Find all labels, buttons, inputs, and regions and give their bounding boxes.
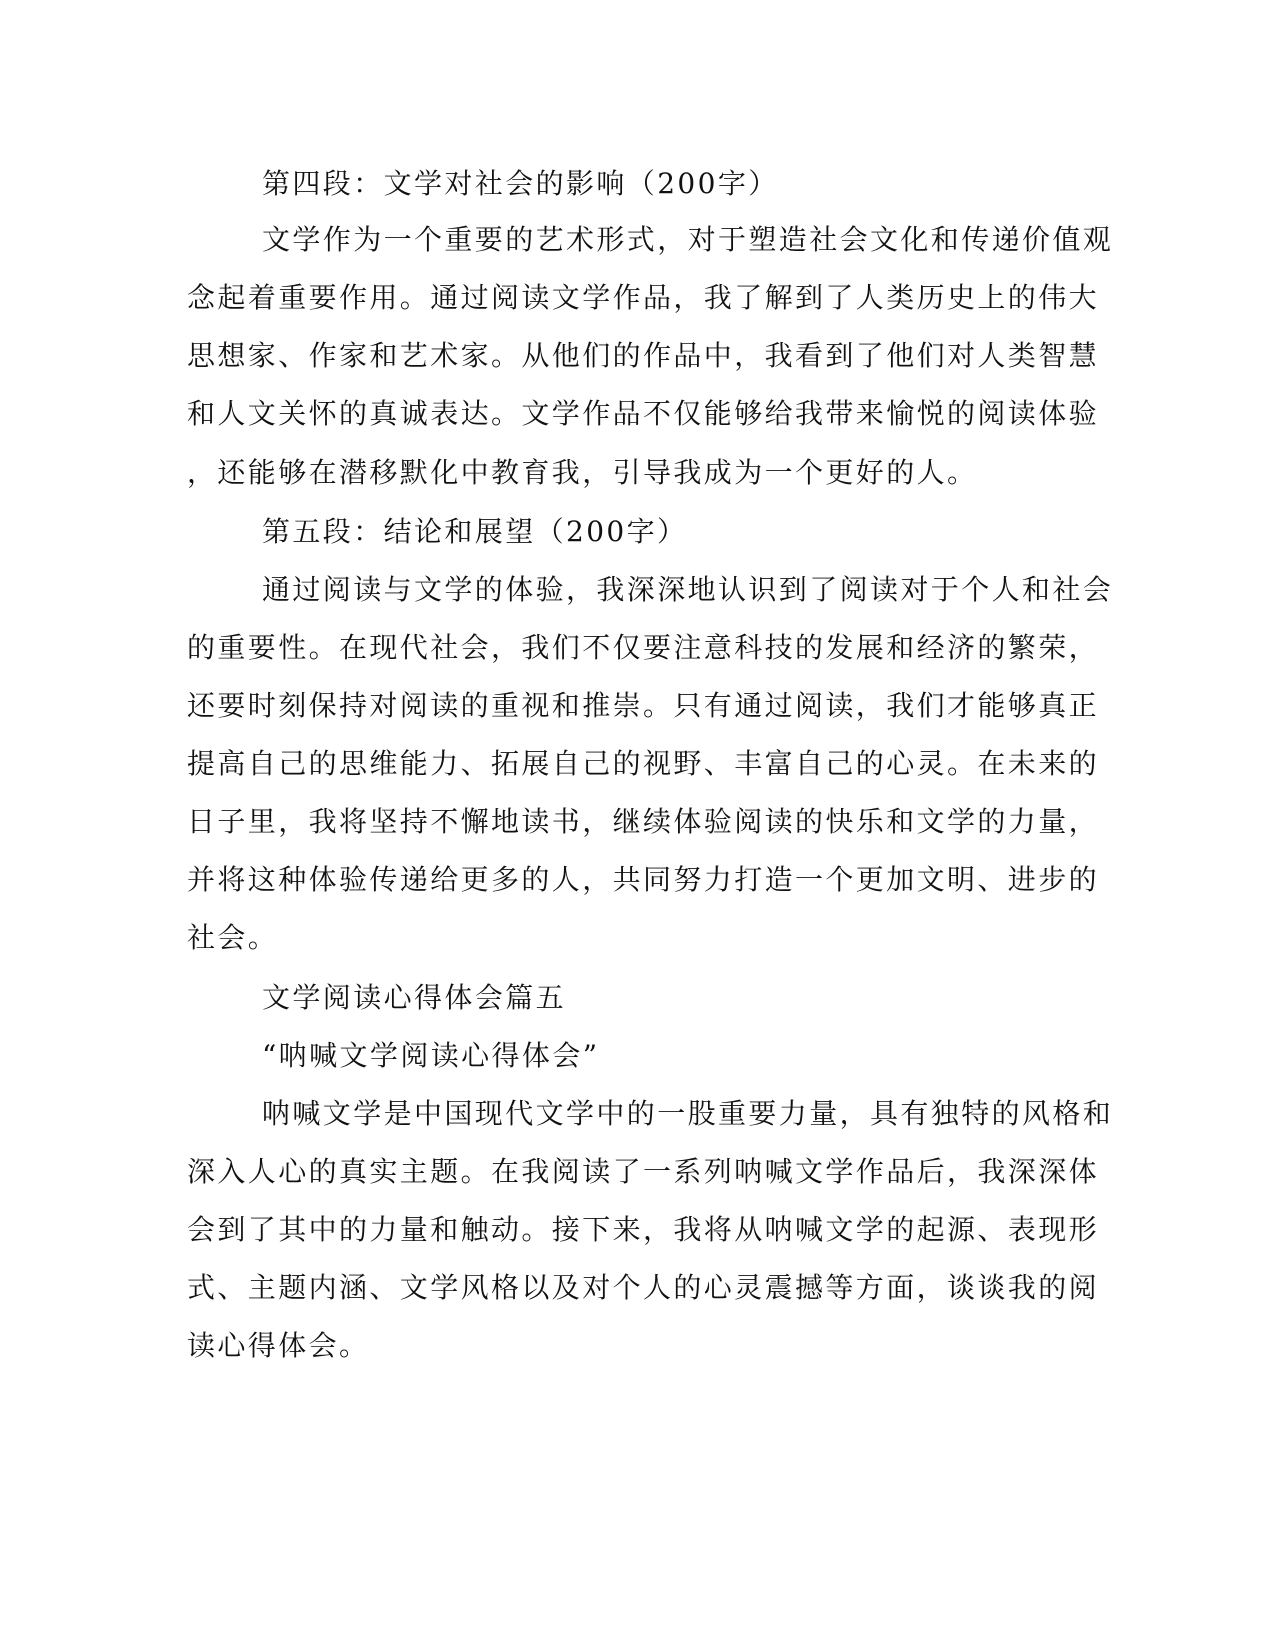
paragraph-line: 并将这种体验传递给更多的人，共同努力打造一个更加文明、进步的 [187,863,1100,896]
paragraph-line: 日子里，我将坚持不懈地读书，继续体验阅读的快乐和文学的力量， [187,805,1100,838]
paragraph-line: 读心得体会。 [187,1329,370,1362]
paragraph-line: 呐喊文学是中国现代文学中的一股重要力量，具有独特的风格和 [262,1097,1114,1130]
paragraph-line: 文学作为一个重要的艺术形式，对于塑造社会文化和传递价值观 [262,223,1114,256]
paragraph-line: 的重要性。在现代社会，我们不仅要注意科技的发展和经济的繁荣， [187,631,1100,664]
article-subtitle: “呐喊文学阅读心得体会” [262,1039,600,1072]
paragraph-line: 念起着重要作用。通过阅读文学作品，我了解到了人类历史上的伟大 [187,281,1100,314]
paragraph-line: ，还能够在潜移默化中教育我，引导我成为一个更好的人。 [187,456,978,489]
paragraph-line: 思想家、作家和艺术家。从他们的作品中，我看到了他们对人类智慧 [187,339,1100,372]
paragraph-line: 提高自己的思维能力、拓展自己的视野、丰富自己的心灵。在未来的 [187,747,1100,780]
paragraph-line: 和人文关怀的真诚表达。文学作品不仅能够给我带来愉悦的阅读体验 [187,397,1100,430]
paragraph-line: 深入人心的真实主题。在我阅读了一系列呐喊文学作品后，我深深体 [187,1155,1100,1188]
article-title: 文学阅读心得体会篇五 [262,981,567,1014]
paragraph-line: 式、主题内涵、文学风格以及对个人的心灵震撼等方面，谈谈我的阅 [187,1271,1100,1304]
paragraph-line: 还要时刻保持对阅读的重视和推崇。只有通过阅读，我们才能够真正 [187,689,1100,722]
paragraph-line: 通过阅读与文学的体验，我深深地认识到了阅读对于个人和社会 [262,573,1114,606]
paragraph-line: 会到了其中的力量和触动。接下来，我将从呐喊文学的起源、表现形 [187,1213,1100,1246]
section-heading-5: 第五段：结论和展望（200字） [262,515,688,548]
section-heading-4: 第四段：文学对社会的影响（200字） [262,167,779,200]
paragraph-line: 社会。 [187,921,279,954]
